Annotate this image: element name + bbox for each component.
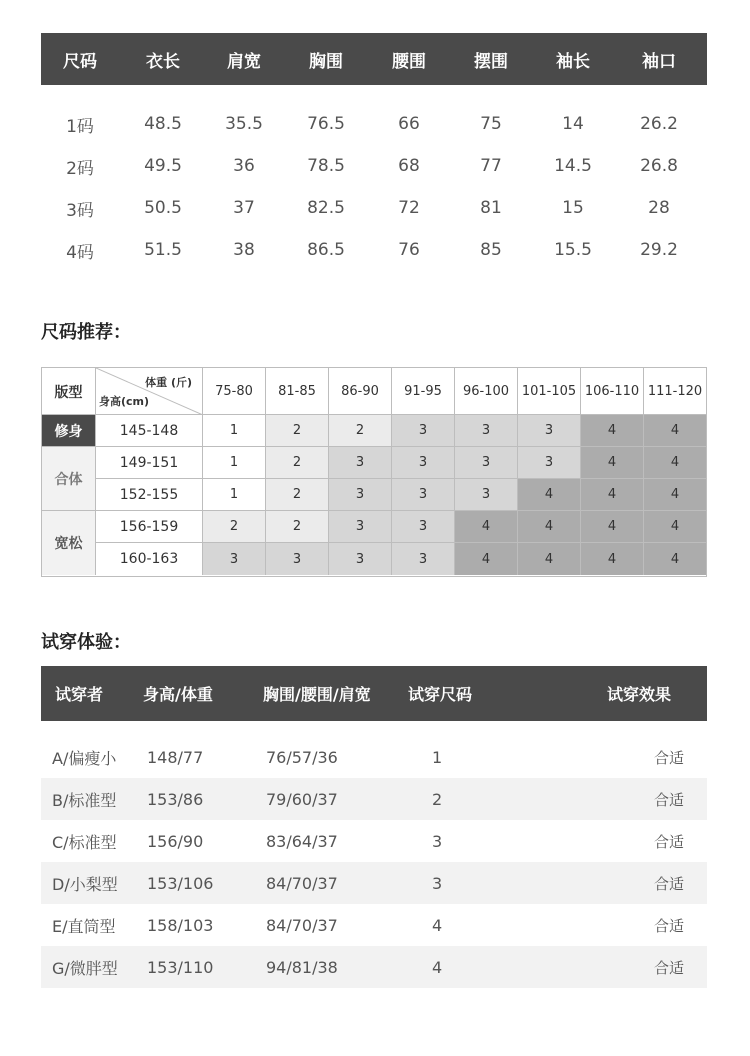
tryon-header-cell: 试穿效果 xyxy=(607,685,672,704)
size-measure: 81 xyxy=(480,198,502,218)
size-table xyxy=(41,33,707,271)
size-header-cell: 胸围 xyxy=(309,51,343,72)
size-row xyxy=(41,145,707,187)
height-weight: 153/86 xyxy=(147,789,204,809)
height-weight: 148/77 xyxy=(147,747,204,767)
size-measure: 68 xyxy=(398,156,420,176)
recommended-size-cell: 4 xyxy=(518,511,581,543)
recommended-size-cell: 4 xyxy=(644,447,706,479)
size-label: 1码 xyxy=(66,116,94,137)
size-recommend-grid xyxy=(41,367,707,577)
recommended-size-cell: 2 xyxy=(266,511,329,543)
recommended-size-cell: 4 xyxy=(644,479,706,511)
weight-range-header: 91-95 xyxy=(392,368,455,415)
tried-size: 4 xyxy=(432,957,443,977)
size-measure: 86.5 xyxy=(307,240,345,260)
tryon-header-cell: 身高/体重 xyxy=(143,685,213,704)
size-measure: 85 xyxy=(480,240,502,260)
recommended-size-cell: 4 xyxy=(455,511,518,543)
size-row xyxy=(41,187,707,229)
height-weight: 153/106 xyxy=(147,873,214,893)
tried-size: 3 xyxy=(432,831,443,851)
size-measure: 35.5 xyxy=(225,114,263,134)
tester-name: G/微胖型 xyxy=(52,958,118,978)
height-range-label: 160-163 xyxy=(96,543,203,575)
body-measures: 83/64/37 xyxy=(266,831,338,851)
recommended-size-cell: 1 xyxy=(203,479,266,511)
fit-type-header: 版型 xyxy=(42,368,96,415)
recommended-size-cell: 2 xyxy=(266,415,329,447)
recommended-size-cell: 3 xyxy=(518,415,581,447)
recommended-size-cell: 1 xyxy=(203,447,266,479)
recommended-size-cell: 3 xyxy=(329,543,392,575)
size-measure: 66 xyxy=(398,114,420,134)
height-weight: 153/110 xyxy=(147,957,214,977)
tester-name: E/直筒型 xyxy=(52,916,116,936)
weight-range-header: 101-105 xyxy=(518,368,581,415)
size-header-cell: 肩宽 xyxy=(227,51,261,72)
recommended-size-cell: 3 xyxy=(455,447,518,479)
size-header-cell: 腰围 xyxy=(392,51,426,72)
fit-result: 合适 xyxy=(654,790,685,809)
weight-height-header xyxy=(96,368,203,415)
tryon-row xyxy=(41,778,707,820)
recommended-size-cell: 4 xyxy=(455,543,518,575)
size-measure: 77 xyxy=(480,156,502,176)
recommended-size-cell: 4 xyxy=(518,543,581,575)
recommended-size-cell: 3 xyxy=(392,447,455,479)
size-measure: 49.5 xyxy=(144,156,182,176)
tryon-row xyxy=(41,736,707,778)
fit-type-label: 合体 xyxy=(42,447,96,511)
height-label: 身高(cm) xyxy=(99,395,150,408)
size-table-header xyxy=(41,33,707,85)
recommended-size-cell: 4 xyxy=(644,415,706,447)
size-measure: 76.5 xyxy=(307,114,345,134)
tryon-table xyxy=(41,666,707,988)
size-measure: 36 xyxy=(233,156,255,176)
tester-name: D/小梨型 xyxy=(52,874,118,894)
height-range-label: 149-151 xyxy=(96,447,203,479)
tryon-table-header xyxy=(41,666,707,721)
size-measure: 15 xyxy=(562,198,584,218)
tryon-header-cell: 试穿尺码 xyxy=(408,685,473,704)
size-measure: 38 xyxy=(233,240,255,260)
recommended-size-cell: 3 xyxy=(329,479,392,511)
size-row xyxy=(41,103,707,145)
recommended-size-cell: 1 xyxy=(203,415,266,447)
weight-label: 体重 (斤) xyxy=(145,376,192,389)
size-measure: 50.5 xyxy=(144,198,182,218)
weight-range-header: 96-100 xyxy=(455,368,518,415)
recommend-title: 尺码推荐： xyxy=(41,322,131,343)
body-measures: 84/70/37 xyxy=(266,915,338,935)
weight-range-header: 111-120 xyxy=(647,384,703,399)
recommended-size-cell: 3 xyxy=(455,479,518,511)
size-row xyxy=(41,229,707,271)
recommended-size-cell: 3 xyxy=(203,543,266,575)
size-label: 3码 xyxy=(66,200,94,221)
size-measure: 15.5 xyxy=(554,240,592,260)
size-header-cell: 摆围 xyxy=(474,51,508,72)
size-table-body xyxy=(41,85,707,271)
size-measure: 29.2 xyxy=(640,240,678,260)
tester-name: C/标准型 xyxy=(52,832,117,852)
fit-type-label: 宽松 xyxy=(42,511,96,575)
recommended-size-cell: 3 xyxy=(518,447,581,479)
size-header-cell: 衣长 xyxy=(146,51,180,72)
size-measure: 28 xyxy=(648,198,670,218)
fit-result: 合适 xyxy=(654,958,685,977)
recommended-size-cell: 4 xyxy=(644,543,706,575)
weight-range-header: 81-85 xyxy=(266,368,329,415)
recommended-size-cell: 3 xyxy=(392,415,455,447)
fit-type-label: 修身 xyxy=(42,415,96,447)
recommend-header xyxy=(42,368,706,415)
recommended-size-cell: 4 xyxy=(581,543,644,575)
weight-range-header: 75-80 xyxy=(203,368,266,415)
recommended-size-cell: 3 xyxy=(329,511,392,543)
recommended-size-cell: 4 xyxy=(581,415,644,447)
size-measure: 48.5 xyxy=(144,114,182,134)
recommended-size-cell: 2 xyxy=(266,447,329,479)
recommended-size-cell: 3 xyxy=(329,447,392,479)
size-measure: 14.5 xyxy=(554,156,592,176)
recommended-size-cell: 4 xyxy=(518,479,581,511)
size-measure: 72 xyxy=(398,198,420,218)
size-label: 2码 xyxy=(66,158,94,179)
height-range-label: 156-159 xyxy=(96,511,203,543)
size-label: 4码 xyxy=(66,242,94,263)
tryon-title: 试穿体验： xyxy=(41,632,131,653)
tried-size: 1 xyxy=(432,747,443,767)
tried-size: 4 xyxy=(432,915,443,935)
recommended-size-cell: 4 xyxy=(581,511,644,543)
body-measures: 79/60/37 xyxy=(266,789,338,809)
recommended-size-cell: 2 xyxy=(266,479,329,511)
recommended-size-cell: 4 xyxy=(581,479,644,511)
size-measure: 75 xyxy=(480,114,502,134)
recommended-size-cell: 2 xyxy=(203,511,266,543)
size-header-cell: 袖长 xyxy=(556,51,590,72)
weight-range-header: 86-90 xyxy=(329,368,392,415)
tryon-header-cell: 试穿者 xyxy=(55,685,104,704)
tryon-table-body xyxy=(41,721,707,988)
tryon-row xyxy=(41,862,707,904)
recommended-size-cell: 3 xyxy=(392,479,455,511)
recommended-size-cell: 3 xyxy=(392,543,455,575)
tester-name: A/偏瘦小 xyxy=(52,748,117,768)
tryon-header-cell: 胸围/腰围/肩宽 xyxy=(263,685,371,704)
tryon-row xyxy=(41,904,707,946)
weight-range-header: 106-110 xyxy=(581,368,644,415)
recommended-size-cell: 3 xyxy=(392,511,455,543)
size-measure: 82.5 xyxy=(307,198,345,218)
fit-result: 合适 xyxy=(654,916,685,935)
size-measure: 37 xyxy=(233,198,255,218)
body-measures: 84/70/37 xyxy=(266,873,338,893)
fit-result: 合适 xyxy=(654,748,685,767)
size-measure: 26.8 xyxy=(640,156,678,176)
fit-result: 合适 xyxy=(654,832,685,851)
size-measure: 51.5 xyxy=(144,240,182,260)
height-range-label: 145-148 xyxy=(96,415,203,447)
size-header-cell: 袖口 xyxy=(642,51,676,72)
tried-size: 3 xyxy=(432,873,443,893)
size-header-cell: 尺码 xyxy=(63,51,97,72)
size-measure: 26.2 xyxy=(640,114,678,134)
recommended-size-cell: 3 xyxy=(266,543,329,575)
tryon-row xyxy=(41,946,707,988)
tried-size: 2 xyxy=(432,789,443,809)
height-range-label: 152-155 xyxy=(96,479,203,511)
fit-result: 合适 xyxy=(654,874,685,893)
body-measures: 76/57/36 xyxy=(266,747,338,767)
recommended-size-cell: 4 xyxy=(581,447,644,479)
height-weight: 156/90 xyxy=(147,831,204,851)
tester-name: B/标准型 xyxy=(52,790,117,810)
size-measure: 78.5 xyxy=(307,156,345,176)
size-measure: 76 xyxy=(398,240,420,260)
tryon-row xyxy=(41,820,707,862)
body-measures: 94/81/38 xyxy=(266,957,338,977)
recommended-size-cell: 2 xyxy=(329,415,392,447)
height-weight: 158/103 xyxy=(147,915,214,935)
recommended-size-cell: 3 xyxy=(455,415,518,447)
size-measure: 14 xyxy=(562,114,584,134)
recommended-size-cell: 4 xyxy=(644,511,706,543)
